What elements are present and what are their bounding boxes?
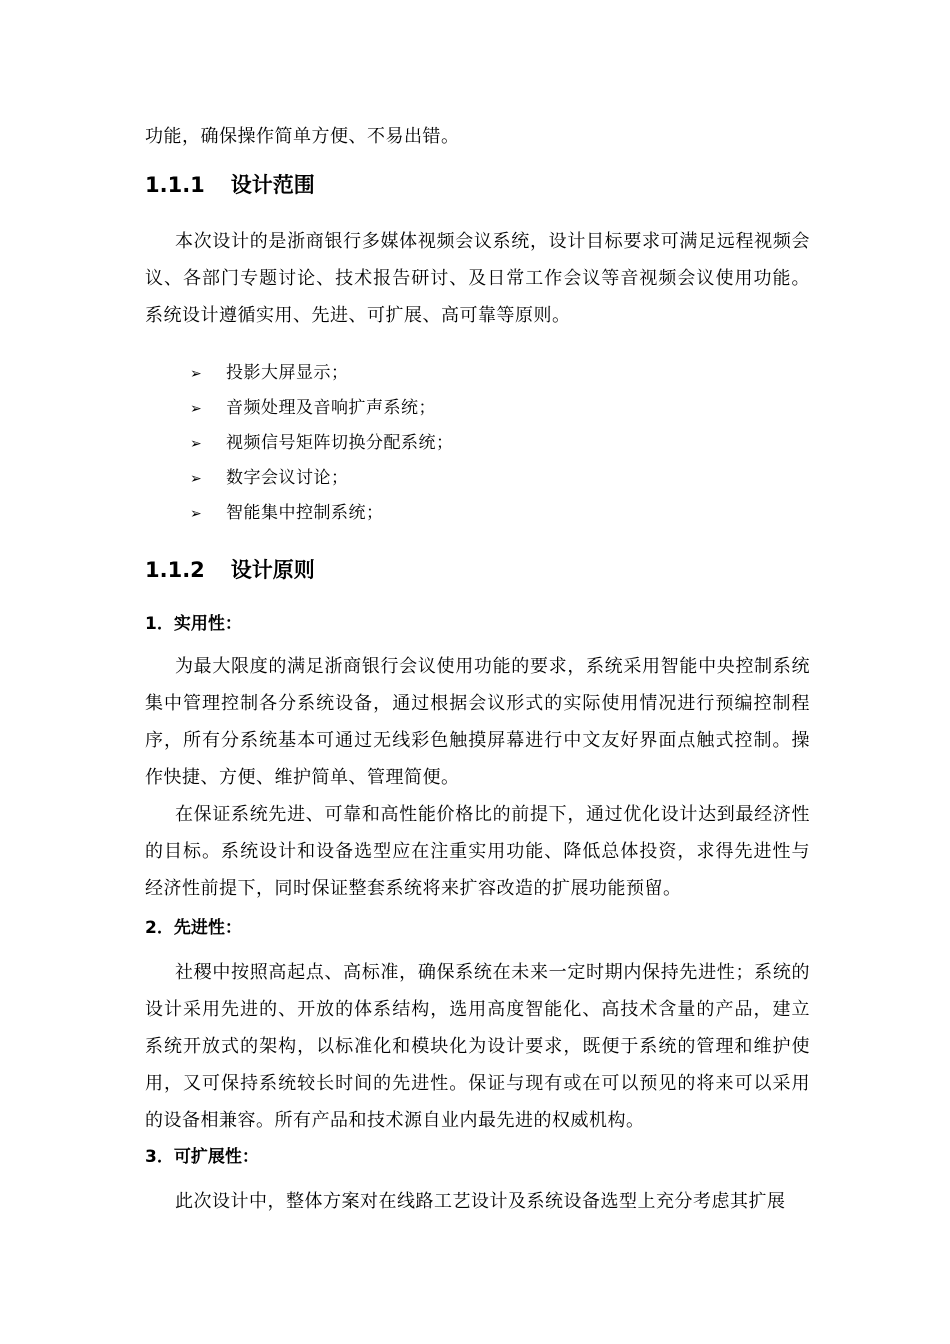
arrow-bullet-icon: ➢ bbox=[190, 436, 203, 452]
principle-label-practicality: 1．实用性： bbox=[145, 614, 242, 634]
practicality-paragraph-1: 为最大限度的满足浙商银行会议使用功能的要求，系统采用智能中央控制系统集中管理控制各分系统设备，通过根据会议形式的实际使用情况进行预编控制程序，所有分系统基本可通过无线彩色触摸屏幕进行中文友好界面点触式控制。操作快捷、方便、维护简单、管理简便。 bbox=[145, 656, 810, 788]
principle-label-scalability: 3．可扩展性： bbox=[145, 1147, 259, 1167]
scope-paragraph: 本次设计的是浙商银行多媒体视频会议系统，设计目标要求可满足远程视频会议、各部门专题讨论、技术报告研讨、及日常工作会议等音视频会议使用功能。系统设计遵循实用、先进、可扩展、高可靠等原则。 bbox=[145, 231, 810, 326]
list-item: ➢ 数字会议讨论； bbox=[190, 461, 454, 496]
list-item: ➢ 音频处理及音响扩声系统； bbox=[190, 391, 454, 426]
list-item: ➢ 视频信号矩阵切换分配系统； bbox=[190, 426, 454, 461]
section-number: 1.1.2 bbox=[145, 558, 205, 582]
arrow-bullet-icon: ➢ bbox=[190, 366, 203, 382]
intro-paragraph: 功能，确保操作简单方便、不易出错。 bbox=[145, 126, 460, 147]
practicality-paragraph-2: 在保证系统先进、可靠和高性能价格比的前提下，通过优化设计达到最经济性的目标。系统设计和设备选型应在注重实用功能、降低总体投资，求得先进性与经济性前提下，同时保证整套系统将来扩容改造的扩展功能预留。 bbox=[145, 804, 810, 899]
advancement-paragraph: 社稷中按照高起点、高标准，确保系统在未来一定时期内保持先进性；系统的设计采用先进的、开放的体系结构，选用高度智能化、高技术含量的产品，建立系统开放式的架构，以标准化和模块化为设计要求，既便于系统的管理和维护使用，又可保持系统较长时间的先进性。保证与现有或在可以预见的将来可以采用的设备相兼容。所有产品和技术源自业内最先进的权威机构。 bbox=[145, 962, 810, 1131]
section-heading-1-1-1 bbox=[145, 169, 315, 199]
arrow-bullet-icon: ➢ bbox=[190, 401, 203, 417]
section-heading-1-1-2 bbox=[145, 554, 315, 584]
section-title: 设计原则 bbox=[230, 558, 315, 582]
arrow-bullet-icon: ➢ bbox=[190, 506, 203, 522]
scope-bullet-list bbox=[190, 356, 454, 531]
principle-label-advancement: 2．先进性： bbox=[145, 918, 242, 938]
list-item: ➢ 智能集中控制系统； bbox=[190, 496, 454, 531]
section-title: 设计范围 bbox=[230, 173, 315, 197]
section-number: 1.1.1 bbox=[145, 173, 205, 197]
arrow-bullet-icon: ➢ bbox=[190, 471, 203, 487]
scalability-paragraph: 此次设计中，整体方案对在线路工艺设计及系统设备选型上充分考虑其扩展 bbox=[175, 1191, 786, 1212]
list-item: ➢ 投影大屏显示； bbox=[190, 356, 454, 391]
